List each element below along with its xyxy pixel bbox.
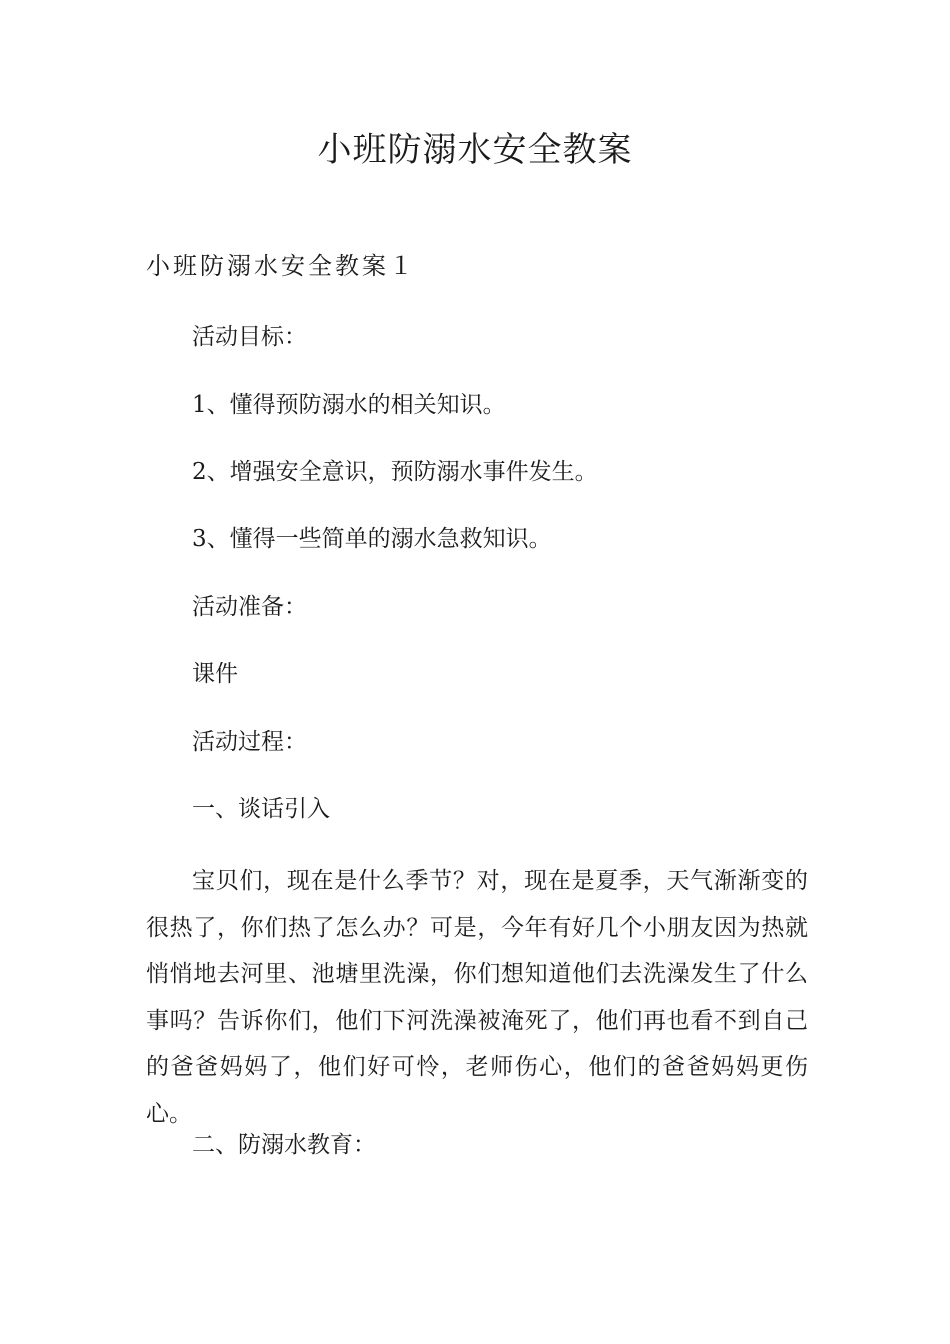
- document-title: 小班防溺水安全教案: [317, 130, 633, 170]
- preparation-item: 课件: [192, 661, 238, 687]
- section-heading: 小班防溺水安全教案１: [146, 252, 416, 280]
- step-heading-2: 二、防溺水教育：: [192, 1132, 376, 1158]
- goal-item-1: 1、懂得预防溺水的相关知识。: [192, 392, 506, 418]
- activity-process-label: 活动过程：: [192, 729, 307, 755]
- goal-item-3: 3、懂得一些简单的溺水急救知识。: [192, 526, 552, 552]
- activity-goals-label: 活动目标：: [192, 324, 307, 350]
- goal-item-2: 2、增强安全意识，预防溺水事件发生。: [192, 459, 598, 485]
- intro-paragraph: 宝贝们，现在是什么季节？对，现在是夏季，天气渐渐变的很热了，你们热了怎么办？可是，今年有好几个小朋友因为热就悄悄地去河里、池塘里洗澡，你们想知道他们去洗澡发生了什么事吗？告诉你们，他们下河洗澡被淹死了，他们再也看不到自己的爸爸妈妈了，他们好可怜，老师伤心，他们的爸爸妈妈更伤心。: [146, 868, 808, 1127]
- step-heading-1: 一、谈话引入: [192, 796, 330, 822]
- activity-preparation-label: 活动准备：: [192, 594, 307, 620]
